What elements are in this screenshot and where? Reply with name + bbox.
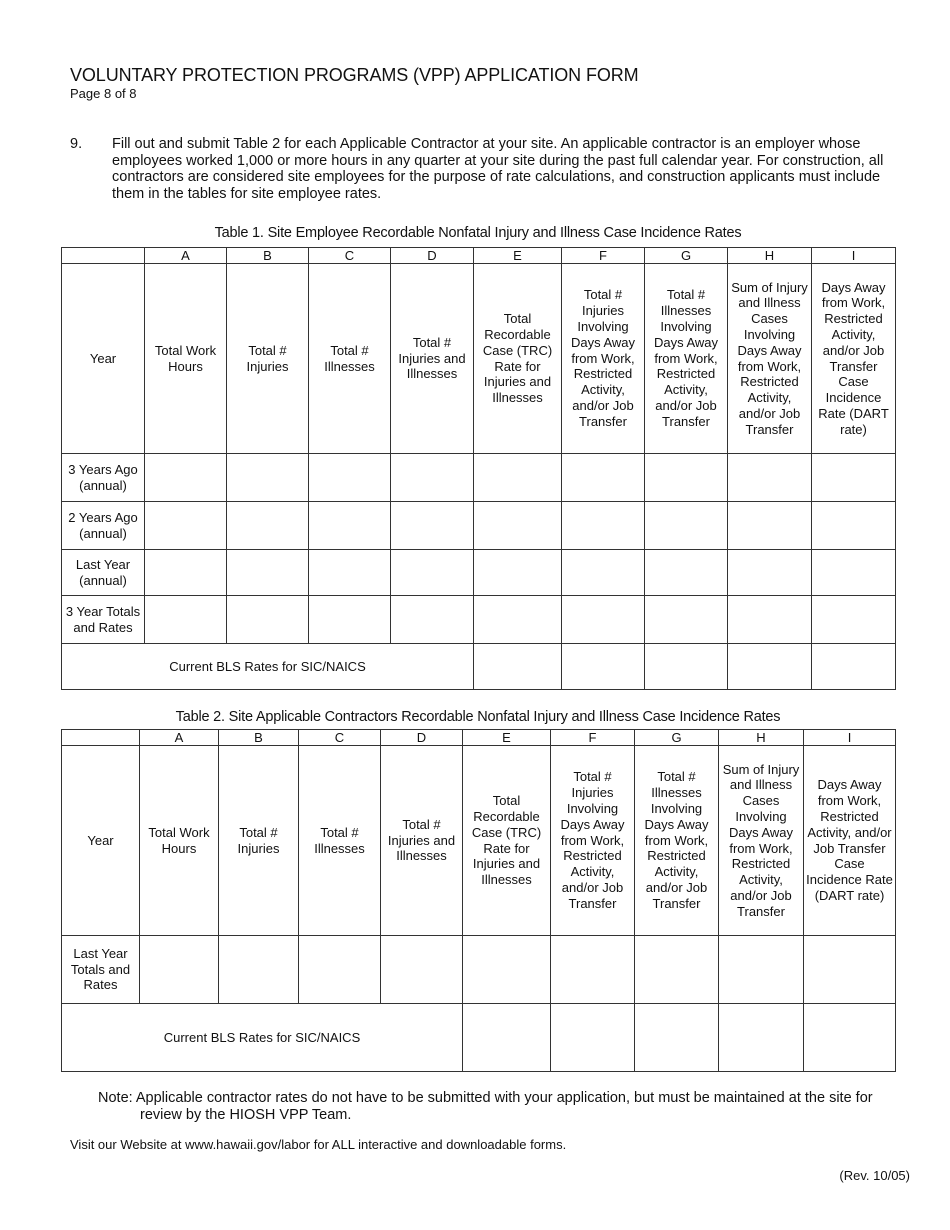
table1-header-d: Total # Injuries and Illnesses	[391, 264, 474, 454]
table1-cell[interactable]	[309, 502, 391, 550]
table2-cell[interactable]	[140, 936, 219, 1004]
table1-bls-cell[interactable]	[812, 644, 896, 690]
table2-letter-i: I	[804, 730, 896, 746]
table1-cell[interactable]	[645, 596, 728, 644]
table2-letter-c: C	[299, 730, 381, 746]
table2	[61, 729, 896, 1072]
table1-bls-cell[interactable]	[562, 644, 645, 690]
table1-letter-h: H	[728, 248, 812, 264]
table1-header-a: Total Work Hours	[145, 264, 227, 454]
table1-cell[interactable]	[227, 502, 309, 550]
table2-cell[interactable]	[299, 936, 381, 1004]
table1-bls-cell[interactable]	[645, 644, 728, 690]
table1-letter-b: B	[227, 248, 309, 264]
table1-cell[interactable]	[562, 502, 645, 550]
table2-header-g: Total # Illnesses Involving Days Away from Work, Restricted Activity, and/or Job Transfer	[635, 746, 719, 936]
table1-cell[interactable]	[391, 454, 474, 502]
table1-header-g: Total # Illnesses Involving Days Away from Work, Restricted Activity, and/or Job Transfer	[645, 264, 728, 454]
table1-cell[interactable]	[145, 454, 227, 502]
table-row	[62, 502, 896, 550]
table2-cell[interactable]	[381, 936, 463, 1004]
table1-cell[interactable]	[728, 550, 812, 596]
website-line: Visit our Website at www.hawaii.gov/labor for ALL interactive and downloadable forms.	[70, 1137, 567, 1152]
table1-cell[interactable]	[474, 550, 562, 596]
table2-header-d: Total # Injuries and Illnesses	[381, 746, 463, 936]
table1-letter-f: F	[562, 248, 645, 264]
table2-letter-row	[62, 730, 896, 746]
table1-cell[interactable]	[562, 596, 645, 644]
table2-bls-cell[interactable]	[804, 1004, 896, 1072]
table1-cell[interactable]	[145, 502, 227, 550]
page-number: Page 8 of 8	[70, 86, 137, 101]
table1-row-label: 3 Years Ago (annual)	[62, 454, 145, 502]
table2-header-row	[62, 746, 896, 936]
instruction-number: 9.	[70, 136, 83, 152]
contractor-note: Note: Applicable contractor rates do not have to be submitted with your application, but must be maintained at the site for review by the HIOSH VPP Team.	[98, 1090, 873, 1123]
table1-cell[interactable]	[728, 596, 812, 644]
table1-cell[interactable]	[474, 596, 562, 644]
table1-bls-cell[interactable]	[474, 644, 562, 690]
table1-bls-label: Current BLS Rates for SIC/NAICS	[62, 644, 474, 690]
table1-letter-d: D	[391, 248, 474, 264]
table2-letter-g: G	[635, 730, 719, 746]
table2-header-c: Total # Illnesses	[299, 746, 381, 936]
table1-row-label: 2 Years Ago (annual)	[62, 502, 145, 550]
table2-header-b: Total # Injuries	[219, 746, 299, 936]
table1-header-h: Sum of Injury and Illness Cases Involving Days Away from Work, Restricted Activity, and/or Job Transfer	[728, 264, 812, 454]
table1-bls-row	[62, 644, 896, 690]
table1-letter-g: G	[645, 248, 728, 264]
table2-header-i: Days Away from Work, Restricted Activity, and/or Job Transfer Case Incidence Rate (DART rate)	[804, 746, 896, 936]
table1-cell[interactable]	[562, 550, 645, 596]
table1-cell[interactable]	[645, 454, 728, 502]
table2-bls-label: Current BLS Rates for SIC/NAICS	[62, 1004, 463, 1072]
table1-cell[interactable]	[728, 502, 812, 550]
table2-letter-e: E	[463, 730, 551, 746]
table2-letter-d: D	[381, 730, 463, 746]
table2-header-f: Total # Injuries Involving Days Away from Work, Restricted Activity, and/or Job Transfer	[551, 746, 635, 936]
table2-header-e: Total Recordable Case (TRC) Rate for Injuries and Illnesses	[463, 746, 551, 936]
table2-letter-a: A	[140, 730, 219, 746]
table1-header-f: Total # Injuries Involving Days Away from Work, Restricted Activity, and/or Job Transfer	[562, 264, 645, 454]
table1-cell[interactable]	[474, 502, 562, 550]
table1-letter-blank	[62, 248, 145, 264]
table1-caption: Table 1. Site Employee Recordable Nonfatal Injury and Illness Case Incidence Rates	[214, 225, 742, 241]
table2-letter-b: B	[219, 730, 299, 746]
table1-bls-cell[interactable]	[728, 644, 812, 690]
table1-cell[interactable]	[145, 596, 227, 644]
table2-caption: Table 2. Site Applicable Contractors Recordable Nonfatal Injury and Illness Case Incidence Rates	[175, 709, 781, 725]
table1-row-label: Last Year (annual)	[62, 550, 145, 596]
table2-bls-cell[interactable]	[551, 1004, 635, 1072]
table1-cell[interactable]	[227, 596, 309, 644]
table1-header-i: Days Away from Work, Restricted Activity, and/or Job Transfer Case Incidence Rate (DART rate)	[812, 264, 896, 454]
table2-year-header: Year	[62, 746, 140, 936]
table2-cell[interactable]	[551, 936, 635, 1004]
table2-letter-blank	[62, 730, 140, 746]
table1-cell[interactable]	[812, 502, 896, 550]
table1-cell[interactable]	[812, 550, 896, 596]
revision-label: (Rev. 10/05)	[839, 1168, 910, 1183]
instruction-text: Fill out and submit Table 2 for each Applicable Contractor at your site. An applicable contractor is an employer whose employees worked 1,000 or more hours in any quarter at your site during the past full calendar year. For construction, all contractors are considered site employees for the purpose of rate calculations, and construction applicants must include them in the tables for site employee rates.	[112, 136, 884, 202]
table1-header-row	[62, 264, 896, 454]
table1-header-c: Total # Illnesses	[309, 264, 391, 454]
table2-cell[interactable]	[463, 936, 551, 1004]
table2-bls-cell[interactable]	[635, 1004, 719, 1072]
table1-cell[interactable]	[309, 596, 391, 644]
table1-cell[interactable]	[391, 596, 474, 644]
table1-cell[interactable]	[309, 454, 391, 502]
instruction-item	[70, 136, 890, 202]
table1-letter-e: E	[474, 248, 562, 264]
table2-cell[interactable]	[219, 936, 299, 1004]
table1-letter-row	[62, 248, 896, 264]
table1-cell[interactable]	[227, 454, 309, 502]
table-row	[62, 936, 896, 1004]
table1	[61, 247, 896, 690]
table1-cell[interactable]	[645, 502, 728, 550]
table2-row-label: Last Year Totals and Rates	[62, 936, 140, 1004]
table2-cell[interactable]	[719, 936, 804, 1004]
table2-header-a: Total Work Hours	[140, 746, 219, 936]
table1-cell[interactable]	[309, 550, 391, 596]
table1-cell[interactable]	[391, 502, 474, 550]
table1-header-e: Total Recordable Case (TRC) Rate for Injuries and Illnesses	[474, 264, 562, 454]
table1-cell[interactable]	[562, 454, 645, 502]
table1-header-b: Total # Injuries	[227, 264, 309, 454]
table2-letter-h: H	[719, 730, 804, 746]
table1-letter-i: I	[812, 248, 896, 264]
table2-bls-cell[interactable]	[463, 1004, 551, 1072]
table1-cell[interactable]	[728, 454, 812, 502]
table-row	[62, 454, 896, 502]
table1-cell[interactable]	[812, 596, 896, 644]
table1-cell[interactable]	[474, 454, 562, 502]
table2-cell[interactable]	[635, 936, 719, 1004]
table2-cell[interactable]	[804, 936, 896, 1004]
table1-cell[interactable]	[391, 550, 474, 596]
table1-row-label: 3 Year Totals and Rates	[62, 596, 145, 644]
table1-year-header: Year	[62, 264, 145, 454]
table1-cell[interactable]	[645, 550, 728, 596]
table1-cell[interactable]	[812, 454, 896, 502]
table1-cell[interactable]	[227, 550, 309, 596]
table2-bls-row	[62, 1004, 896, 1072]
table2-header-h: Sum of Injury and Illness Cases Involving Days Away from Work, Restricted Activity, and/or Job Transfer	[719, 746, 804, 936]
table2-letter-f: F	[551, 730, 635, 746]
table2-bls-cell[interactable]	[719, 1004, 804, 1072]
form-title: VOLUNTARY PROTECTION PROGRAMS (VPP) APPLICATION FORM	[70, 65, 639, 85]
table1-letter-a: A	[145, 248, 227, 264]
table1-letter-c: C	[309, 248, 391, 264]
table1-cell[interactable]	[145, 550, 227, 596]
table-row	[62, 596, 896, 644]
table-row	[62, 550, 896, 596]
